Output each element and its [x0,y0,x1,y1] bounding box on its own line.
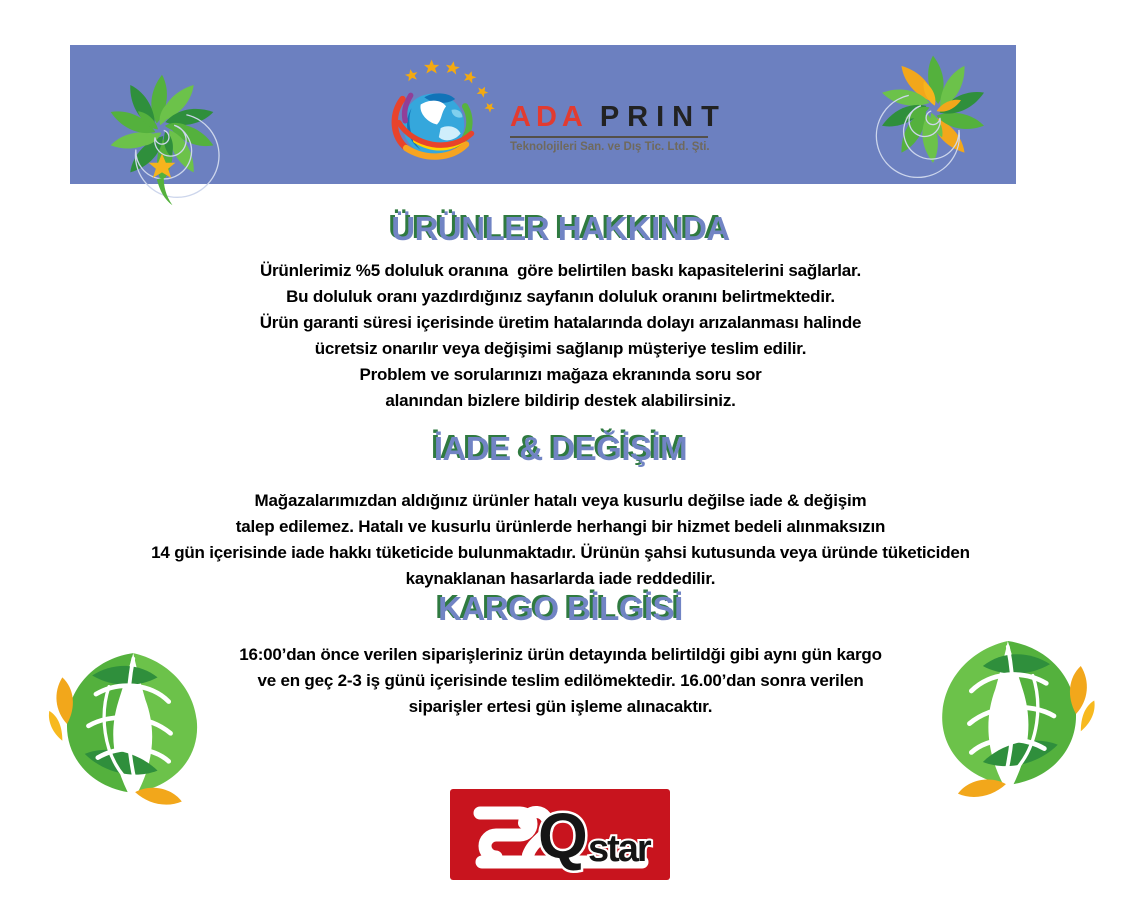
brand-logo [388,57,727,171]
text-line: 16:00’dan önce verilen siparişleriniz ürün detayında belirtildği gibi aynı gün kargo [239,645,882,664]
header-banner [70,45,1016,184]
leaf-cluster-icon [40,640,234,808]
qstar-logo [450,789,670,880]
spiral-leaf-icon [850,47,1016,181]
text-line: Mağazalarımızdan aldığınız ürünler hatalı veya kusurlu değilse iade & değişim [254,491,867,510]
text-line: ücretsiz onarılır veya değişimi sağlanıp müşteriye teslim edilir. [314,339,807,358]
text-line: Ürünlerimiz %5 doluluk oranına göre belirtilen baskı kapasitelerini sağlarlar. [259,261,862,280]
text-line: talep edilemez. Hatalı ve kusurlu ürünlerde herhangi bir hizmet bedeli alınmaksızın [235,517,886,536]
text-line: alanından bizlere bildirip destek alabilirsiniz. [385,391,736,410]
brand-divider [510,136,708,138]
text-line: 14 gün içerisinde iade hakkı tüketicide bulunmaktadır. Ürünün şahsi kutusunda veya üründe tüketiciden [151,543,970,562]
qstar-star: star [588,828,650,870]
leaf-cluster-icon [908,620,1100,808]
spiral-leaf-icon [88,51,236,209]
text-line: Bu doluluk oranı yazdırdığınız sayfanın doluluk oranını belirtmektedir. [286,287,835,306]
section-heading-returns: İADE & DEĞİŞİM [433,430,688,467]
section-paragraph-products [0,258,1121,414]
globe-icon [388,57,506,171]
text-line: Ürün garanti süresi içerisinde üretim hatalarında dolayı arızalanması halinde [259,313,862,332]
brand-name-primary: ADA [510,101,588,133]
section-heading-shipping: KARGO BİLGİSİ [438,590,683,627]
brand-text [510,57,727,153]
brand-name-secondary: PRINT [599,101,727,133]
text-line: siparişler ertesi gün işleme alınacaktır. [408,697,713,716]
text-line: kaynaklanan hasarlarda iade reddedilir. [405,569,716,588]
brand-name [510,103,727,132]
brand-subtitle: Teknolojileri San. ve Dış Tic. Ltd. Şti. [510,141,710,153]
qstar-q: Q [538,800,588,872]
section-paragraph-returns [0,488,1121,592]
text-line: ve en geç 2-3 iş günü içerisinde teslim edilömektedir. 16.00’dan sonra verilen [257,671,864,690]
text-line: Problem ve sorularınızı mağaza ekranında soru sor [359,365,762,384]
section-heading-products: ÜRÜNLER HAKKINDA [391,210,730,247]
